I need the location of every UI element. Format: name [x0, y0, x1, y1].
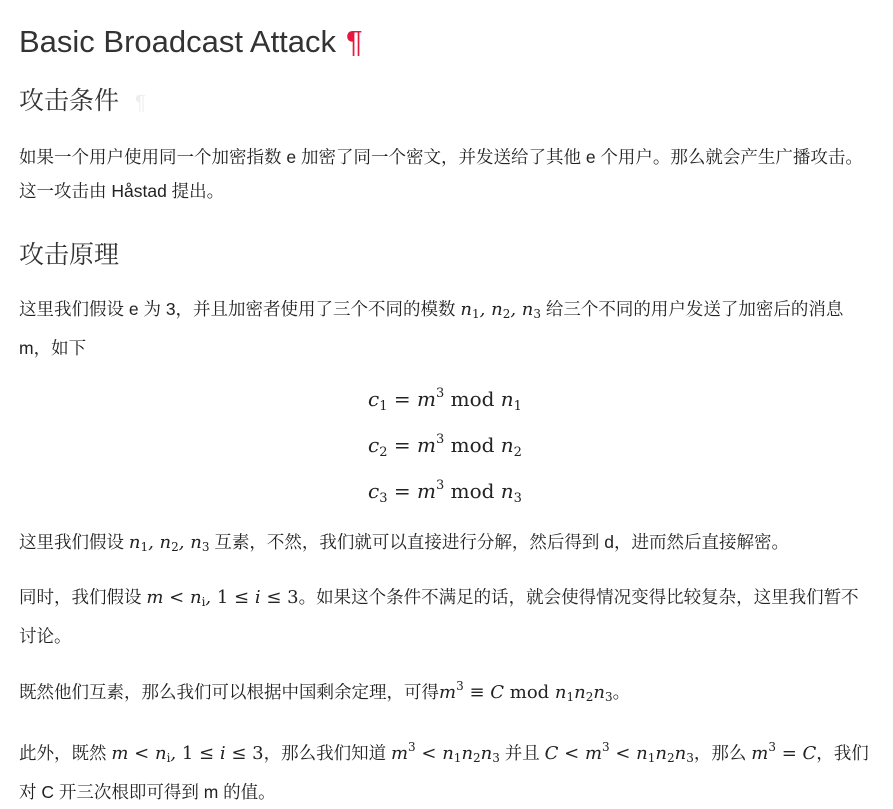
math-bound: $m^3 < n_1n_2n_3$ [390, 740, 500, 765]
section-heading-conditions-text: 攻击条件 [19, 87, 120, 115]
conditions-paragraph: 如果一个用户使用同一个加密指数 e 加密了同一个密文，并发送给了其他 e 个用户。那么就会产生广播攻击。这一攻击由 Håstad 提出。 [19, 147, 863, 201]
math-bound-c: $C < m^3 < n_1n_2n_3$ [544, 740, 694, 765]
principle-paragraph-3 [19, 580, 871, 653]
math-moduli: $n_1$, $n_2$, $n_3$ [460, 299, 542, 321]
equation-block [19, 377, 871, 515]
math-crt: $m^3 \equiv C$ mod $n_1n_2n_3$ [439, 679, 613, 704]
text-span: 互素，不然，我们就可以直接进行分解，然后得到 d，进而然后直接解密。 [209, 532, 789, 552]
title-anchor-link[interactable]: ¶ [346, 24, 363, 59]
text-span: 。如果这个条件不满足的话，就会使得情况变得比较复杂，这里我们暂不讨论。 [19, 587, 859, 646]
page-title [19, 0, 871, 66]
page-title-text: Basic Broadcast Attack [19, 24, 337, 59]
equation-2: $c_2 = m^3$ mod $n_2$ [368, 432, 522, 460]
text-span: 既然他们互素，那么我们可以根据中国剩余定理，可得 [19, 682, 439, 702]
text-span: 这里我们假设 e 为 3，并且加密者使用了三个不同的模数 [19, 299, 461, 319]
principle-paragraph-5 [19, 730, 871, 809]
text-span: ，我们对 C 开三次根即可得到 m 的值。 [19, 743, 869, 802]
math-equality: $m^3 = C$ [751, 740, 817, 764]
text-span: 此外，既然 [19, 743, 112, 763]
section-heading-principle: 攻击原理 [19, 241, 120, 269]
section-heading-conditions [19, 84, 871, 120]
text-span: 并且 [499, 743, 545, 763]
text-span: ，那么 [693, 743, 752, 763]
math-inequality: $m < n_i$, 1 ≤ i ≤ 3 [146, 587, 299, 609]
text-span: 同时，我们假设 [19, 587, 147, 607]
text-span: ，那么我们知道 [263, 743, 391, 763]
principle-paragraph-2 [19, 525, 871, 564]
principle-paragraph-1 [19, 292, 871, 365]
equation-3: $c_3 = m^3$ mod $n_3$ [368, 478, 522, 506]
math-inequality: $m < n_i$, 1 ≤ i ≤ 3 [111, 743, 264, 765]
section-anchor-link[interactable]: ¶ [135, 92, 146, 114]
equation-1: $c_1 = m^3$ mod $n_1$ [368, 386, 522, 414]
text-span: 给三个不同的用户发送了加密后的消息 m，如下 [19, 299, 844, 358]
text-span: 这里我们假设 [19, 532, 129, 552]
text-span: 。 [612, 682, 631, 702]
principle-paragraph-4 [19, 669, 871, 714]
math-moduli: $n_1$, $n_2$, $n_3$ [128, 532, 210, 554]
